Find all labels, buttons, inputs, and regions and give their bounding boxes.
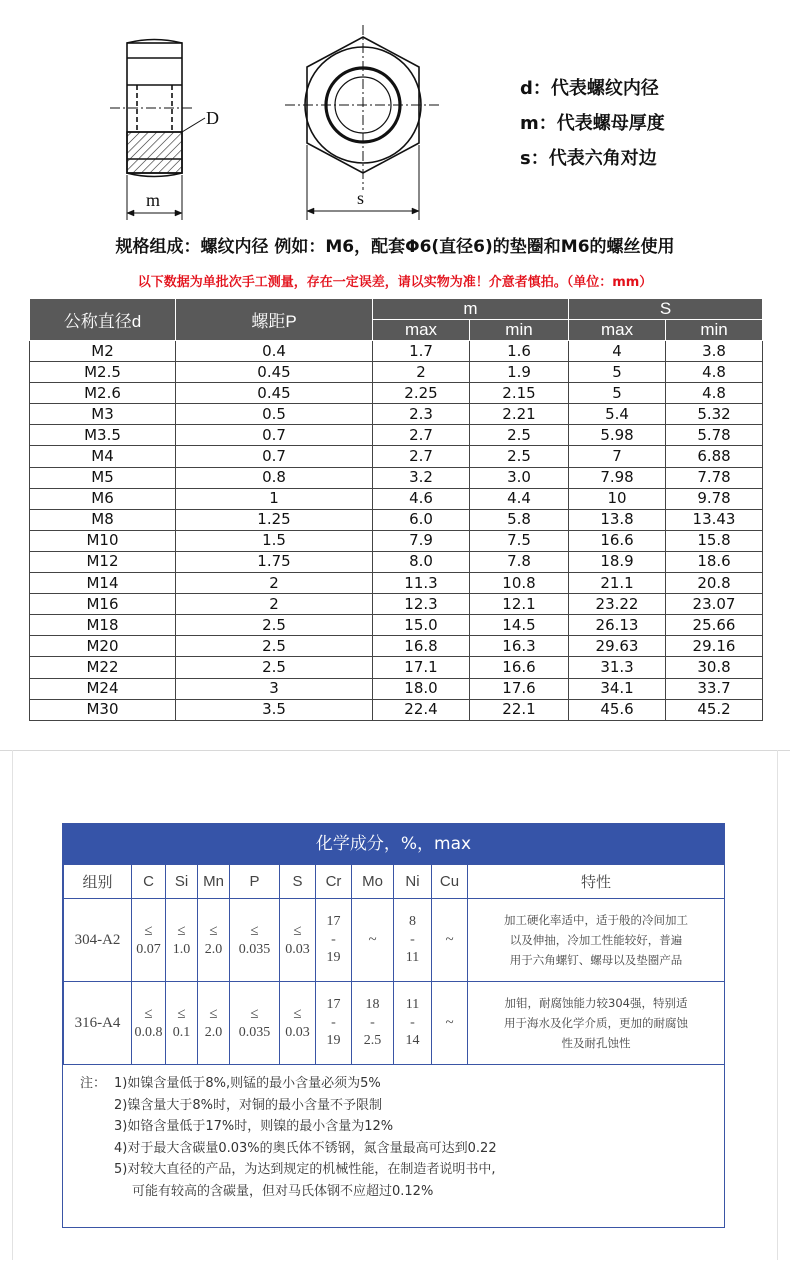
le-symbol: ≤ — [209, 1006, 218, 1022]
spec-cell-m-max: 2 — [373, 362, 470, 383]
chem-header-mo: Mo — [352, 865, 394, 899]
ni-max: 11 — [405, 950, 420, 965]
spec-cell-diameter: M16 — [30, 594, 176, 615]
chem-header-property: 特性 — [468, 865, 725, 899]
mn-value: 2.0 — [204, 942, 223, 957]
spec-cell-pitch: 1.75 — [176, 551, 373, 572]
ni-max: 14 — [405, 1033, 420, 1048]
spec-cell-diameter: M18 — [30, 615, 176, 636]
spec-cell-m-max: 12.3 — [373, 594, 470, 615]
spec-cell-m-min: 10.8 — [470, 573, 569, 594]
le-symbol: ≤ — [144, 1006, 153, 1022]
spec-cell-m-min: 2.5 — [470, 425, 569, 446]
spec-cell-s-min: 18.6 — [666, 551, 763, 572]
spec-cell-pitch: 2.5 — [176, 657, 373, 678]
spec-cell-m-min: 2.5 — [470, 446, 569, 467]
p-value: 0.035 — [238, 1025, 271, 1040]
c-value: 0.0.8 — [134, 1025, 163, 1040]
spec-cell-m-min: 2.21 — [470, 404, 569, 425]
spec-row — [30, 362, 763, 383]
spec-row — [30, 594, 763, 615]
spec-cell-s-min: 3.8 — [666, 341, 763, 362]
property-line: 加工硬化率适中，适于般的冷间加工 — [504, 913, 688, 927]
note-4: 4)对于最大含碳量0.03%的奥氏体不锈钢，氮含量最高可达到0.22 — [114, 1140, 497, 1156]
spec-cell-s-max: 5 — [569, 362, 666, 383]
spec-cell-diameter: M6 — [30, 488, 176, 509]
si-value: 0.1 — [172, 1025, 191, 1040]
spec-cell-pitch: 0.7 — [176, 425, 373, 446]
note-5: 5)对较大直径的产品，为达到规定的机械性能，在制造者说明书中, — [114, 1162, 496, 1177]
spec-cell-diameter: M8 — [30, 509, 176, 530]
range-dash: - — [370, 1015, 375, 1030]
spec-cell-s-min: 33.7 — [666, 678, 763, 699]
spec-row — [30, 488, 763, 509]
section-border-left — [12, 750, 13, 1260]
spec-row — [30, 573, 763, 594]
spec-cell-s-min: 4.8 — [666, 383, 763, 404]
legend-m: m：代表螺母厚度 — [520, 113, 665, 134]
spec-cell-s-max: 5.4 — [569, 404, 666, 425]
spec-cell-m-min: 4.4 — [470, 488, 569, 509]
spec-cell-diameter: M20 — [30, 636, 176, 657]
spec-table-body — [30, 341, 763, 721]
spec-cell-s-min: 20.8 — [666, 573, 763, 594]
spec-cell-m-min: 5.8 — [470, 509, 569, 530]
spec-cell-s-min: 23.07 — [666, 594, 763, 615]
spec-cell-s-min: 30.8 — [666, 657, 763, 678]
header-pitch: 螺距P — [176, 299, 373, 341]
spec-cell-pitch: 2.5 — [176, 615, 373, 636]
spec-cell-diameter: M22 — [30, 657, 176, 678]
cr-cell — [316, 899, 352, 982]
cr-max: 19 — [326, 950, 341, 965]
le-symbol: ≤ — [293, 923, 302, 939]
spec-cell-m-min: 1.9 — [470, 362, 569, 383]
spec-cell-s-min: 5.78 — [666, 425, 763, 446]
chem-header-mn: Mn — [198, 865, 230, 899]
notes-label: 注： — [80, 1076, 107, 1091]
spec-cell-m-min: 3.0 — [470, 467, 569, 488]
note-1 — [80, 1073, 724, 1095]
spec-cell-m-min: 17.6 — [470, 678, 569, 699]
section-divider — [0, 750, 790, 751]
spec-cell-diameter: M2.6 — [30, 383, 176, 404]
spec-row — [30, 404, 763, 425]
header-s-max: max — [569, 320, 666, 341]
cr-max: 19 — [326, 1033, 341, 1048]
grade-cell: 316-A4 — [64, 982, 132, 1065]
spec-cell-diameter: M30 — [30, 699, 176, 720]
cu-cell: ~ — [432, 899, 468, 982]
spec-cell-m-min: 2.15 — [470, 383, 569, 404]
spec-cell-m-max: 11.3 — [373, 573, 470, 594]
cr-min: 17 — [326, 997, 341, 1012]
si-value: 1.0 — [172, 942, 191, 957]
p-value: 0.035 — [238, 942, 271, 957]
spec-cell-m-max: 17.1 — [373, 657, 470, 678]
spec-cell-s-min: 29.16 — [666, 636, 763, 657]
spec-cell-pitch: 0.45 — [176, 362, 373, 383]
s-value: 0.03 — [285, 1025, 310, 1040]
cu-cell: ~ — [432, 982, 468, 1065]
spec-cell-m-max: 7.9 — [373, 530, 470, 551]
spec-cell-diameter: M10 — [30, 530, 176, 551]
note-text: 1)如镍含量低于8%,则锰的最小含量必须为5% — [114, 1076, 381, 1091]
spec-cell-s-max: 21.1 — [569, 573, 666, 594]
spec-cell-s-max: 10 — [569, 488, 666, 509]
note-2: 2)镍含量大于8%时，对铜的最小含量不予限制 — [114, 1097, 382, 1113]
spec-cell-s-max: 31.3 — [569, 657, 666, 678]
header-diameter: 公称直径d — [30, 299, 176, 341]
spec-row — [30, 446, 763, 467]
grade-cell: 304-A2 — [64, 899, 132, 982]
le-symbol: ≤ — [144, 923, 153, 939]
spec-cell-diameter: M24 — [30, 678, 176, 699]
spec-cell-m-max: 8.0 — [373, 551, 470, 572]
note-5-continued: 可能有较高的含碳量，但对马氏体钢不应超过0.12% — [132, 1183, 434, 1199]
range-dash: - — [331, 932, 336, 947]
ni-cell — [394, 899, 432, 982]
spec-row — [30, 509, 763, 530]
spec-cell-m-min: 12.1 — [470, 594, 569, 615]
spec-cell-s-min: 7.78 — [666, 467, 763, 488]
mo-cell: ~ — [352, 899, 394, 982]
header-m: m — [373, 299, 569, 320]
spec-cell-pitch: 2 — [176, 594, 373, 615]
spec-cell-diameter: M3 — [30, 404, 176, 425]
spec-cell-m-max: 6.0 — [373, 509, 470, 530]
spec-cell-pitch: 3.5 — [176, 699, 373, 720]
spec-cell-m-min: 7.8 — [470, 551, 569, 572]
le-symbol: ≤ — [177, 923, 186, 939]
range-dash: - — [410, 932, 415, 947]
diagram-label-s: s — [357, 188, 365, 208]
spec-cell-s-min: 25.66 — [666, 615, 763, 636]
chem-header-c: C — [132, 865, 166, 899]
spec-cell-s-max: 4 — [569, 341, 666, 362]
header-s: S — [569, 299, 763, 320]
property-line: 性及耐孔蚀性 — [561, 1036, 631, 1050]
mn-value: 2.0 — [204, 1025, 223, 1040]
spec-cell-s-max: 5.98 — [569, 425, 666, 446]
header-s-min: min — [666, 320, 763, 341]
spec-row — [30, 699, 763, 720]
le-symbol: ≤ — [209, 923, 218, 939]
spec-cell-s-max: 23.22 — [569, 594, 666, 615]
spec-cell-m-max: 22.4 — [373, 699, 470, 720]
spec-cell-diameter: M4 — [30, 446, 176, 467]
spec-cell-pitch: 1.5 — [176, 530, 373, 551]
le-symbol: ≤ — [177, 1006, 186, 1022]
property-line: 以及伸抽，冷加工性能较好，普遍 — [509, 933, 683, 947]
spec-cell-m-min: 16.3 — [470, 636, 569, 657]
spec-row — [30, 636, 763, 657]
spec-table — [29, 298, 763, 721]
le-symbol: ≤ — [250, 1006, 259, 1022]
spec-cell-diameter: M2 — [30, 341, 176, 362]
spec-cell-pitch: 2 — [176, 573, 373, 594]
spec-row — [30, 425, 763, 446]
spec-cell-s-min: 15.8 — [666, 530, 763, 551]
spec-cell-pitch: 1.25 — [176, 509, 373, 530]
section-border-right — [777, 750, 778, 1260]
ni-min: 11 — [405, 997, 420, 1012]
chem-title: 化学成分，%，max — [63, 824, 724, 864]
spec-description: 规格组成：螺纹内径 例如：M6，配套Φ6(直径6)的垫圈和M6的螺丝使用 — [115, 237, 675, 257]
spec-cell-m-max: 16.8 — [373, 636, 470, 657]
spec-row — [30, 615, 763, 636]
chem-header-cu: Cu — [432, 865, 468, 899]
spec-cell-pitch: 0.5 — [176, 404, 373, 425]
spec-cell-m-max: 2.7 — [373, 425, 470, 446]
spec-row — [30, 551, 763, 572]
spec-cell-s-max: 34.1 — [569, 678, 666, 699]
spec-cell-s-min: 4.8 — [666, 362, 763, 383]
spec-cell-m-max: 4.6 — [373, 488, 470, 509]
spec-cell-m-max: 18.0 — [373, 678, 470, 699]
spec-cell-m-min: 16.6 — [470, 657, 569, 678]
spec-cell-diameter: M5 — [30, 467, 176, 488]
spec-cell-pitch: 2.5 — [176, 636, 373, 657]
spec-cell-pitch: 0.4 — [176, 341, 373, 362]
range-dash: - — [331, 1015, 336, 1030]
spec-cell-m-min: 14.5 — [470, 615, 569, 636]
spec-cell-m-max: 2.7 — [373, 446, 470, 467]
c-cell — [132, 899, 166, 982]
spec-cell-s-max: 13.8 — [569, 509, 666, 530]
property-line: 用于六角螺钉、螺母以及垫圈产品 — [509, 953, 683, 967]
property-cell — [468, 899, 725, 982]
spec-cell-s-max: 18.9 — [569, 551, 666, 572]
cr-min: 17 — [326, 914, 341, 929]
spec-cell-s-max: 7.98 — [569, 467, 666, 488]
spec-cell-m-max: 15.0 — [373, 615, 470, 636]
chem-row-304 — [64, 899, 725, 982]
spec-cell-m-max: 1.7 — [373, 341, 470, 362]
spec-cell-s-min: 13.43 — [666, 509, 763, 530]
spec-cell-m-max: 2.3 — [373, 404, 470, 425]
notes — [63, 1051, 724, 1202]
spec-cell-diameter: M12 — [30, 551, 176, 572]
s-cell — [280, 899, 316, 982]
spec-row — [30, 467, 763, 488]
spec-cell-m-min: 22.1 — [470, 699, 569, 720]
mo-min: 18 — [365, 997, 380, 1012]
spec-cell-diameter: M14 — [30, 573, 176, 594]
si-cell — [166, 899, 198, 982]
spec-cell-s-min: 9.78 — [666, 488, 763, 509]
chem-header-cr: Cr — [316, 865, 352, 899]
spec-row — [30, 678, 763, 699]
spec-cell-s-max: 29.63 — [569, 636, 666, 657]
spec-row — [30, 657, 763, 678]
spec-cell-pitch: 1 — [176, 488, 373, 509]
c-value: 0.07 — [136, 942, 161, 957]
chem-header-p: P — [230, 865, 280, 899]
chem-header-ni: Ni — [394, 865, 432, 899]
range-dash: - — [410, 1015, 415, 1030]
spec-cell-s-min: 6.88 — [666, 446, 763, 467]
spec-cell-pitch: 0.7 — [176, 446, 373, 467]
legend — [520, 78, 665, 183]
diagram-label-m: m — [146, 190, 161, 210]
chem-header-si: Si — [166, 865, 198, 899]
legend-d: d：代表螺纹内径 — [520, 78, 659, 99]
spec-cell-s-max: 7 — [569, 446, 666, 467]
spec-cell-s-max: 26.13 — [569, 615, 666, 636]
ni-min: 8 — [409, 914, 416, 929]
spec-row — [30, 341, 763, 362]
chem-table — [63, 864, 725, 1065]
spec-row — [30, 530, 763, 551]
legend-s: s：代表六角对边 — [520, 148, 657, 169]
le-symbol: ≤ — [250, 923, 259, 939]
measurement-warning: 以下数据为单批次手工测量，存在一定误差，请以实物为准！介意者慎拍。（单位：mm） — [137, 275, 653, 290]
spec-cell-s-max: 16.6 — [569, 530, 666, 551]
spec-cell-m-max: 3.2 — [373, 467, 470, 488]
chem-header-grade: 组别 — [64, 865, 132, 899]
note-3: 3)如铬含量低于17%时，则镍的最小含量为12% — [114, 1119, 394, 1134]
mo-max: 2.5 — [363, 1033, 382, 1048]
spec-cell-s-min: 45.2 — [666, 699, 763, 720]
spec-cell-s-min: 5.32 — [666, 404, 763, 425]
header-m-max: max — [373, 320, 470, 341]
spec-cell-diameter: M3.5 — [30, 425, 176, 446]
s-value: 0.03 — [285, 942, 310, 957]
spec-cell-diameter: M2.5 — [30, 362, 176, 383]
p-cell — [230, 899, 280, 982]
spec-cell-pitch: 3 — [176, 678, 373, 699]
header-m-min: min — [470, 320, 569, 341]
chem-composition-panel — [62, 823, 725, 1228]
spec-row — [30, 383, 763, 404]
spec-cell-s-max: 45.6 — [569, 699, 666, 720]
chem-header-s: S — [280, 865, 316, 899]
spec-cell-pitch: 0.45 — [176, 383, 373, 404]
property-line: 加钼，耐腐蚀能力较304强，特别适 — [504, 996, 688, 1010]
spec-cell-m-min: 7.5 — [470, 530, 569, 551]
spec-cell-s-max: 5 — [569, 383, 666, 404]
spec-cell-pitch: 0.8 — [176, 467, 373, 488]
le-symbol: ≤ — [293, 1006, 302, 1022]
spec-cell-m-min: 1.6 — [470, 341, 569, 362]
spec-cell-m-max: 2.25 — [373, 383, 470, 404]
mn-cell — [198, 899, 230, 982]
property-line: 用于海水及化学介质，更加的耐腐蚀 — [504, 1016, 688, 1030]
nut-diagram — [0, 0, 500, 225]
diagram-label-d: D — [206, 108, 219, 128]
